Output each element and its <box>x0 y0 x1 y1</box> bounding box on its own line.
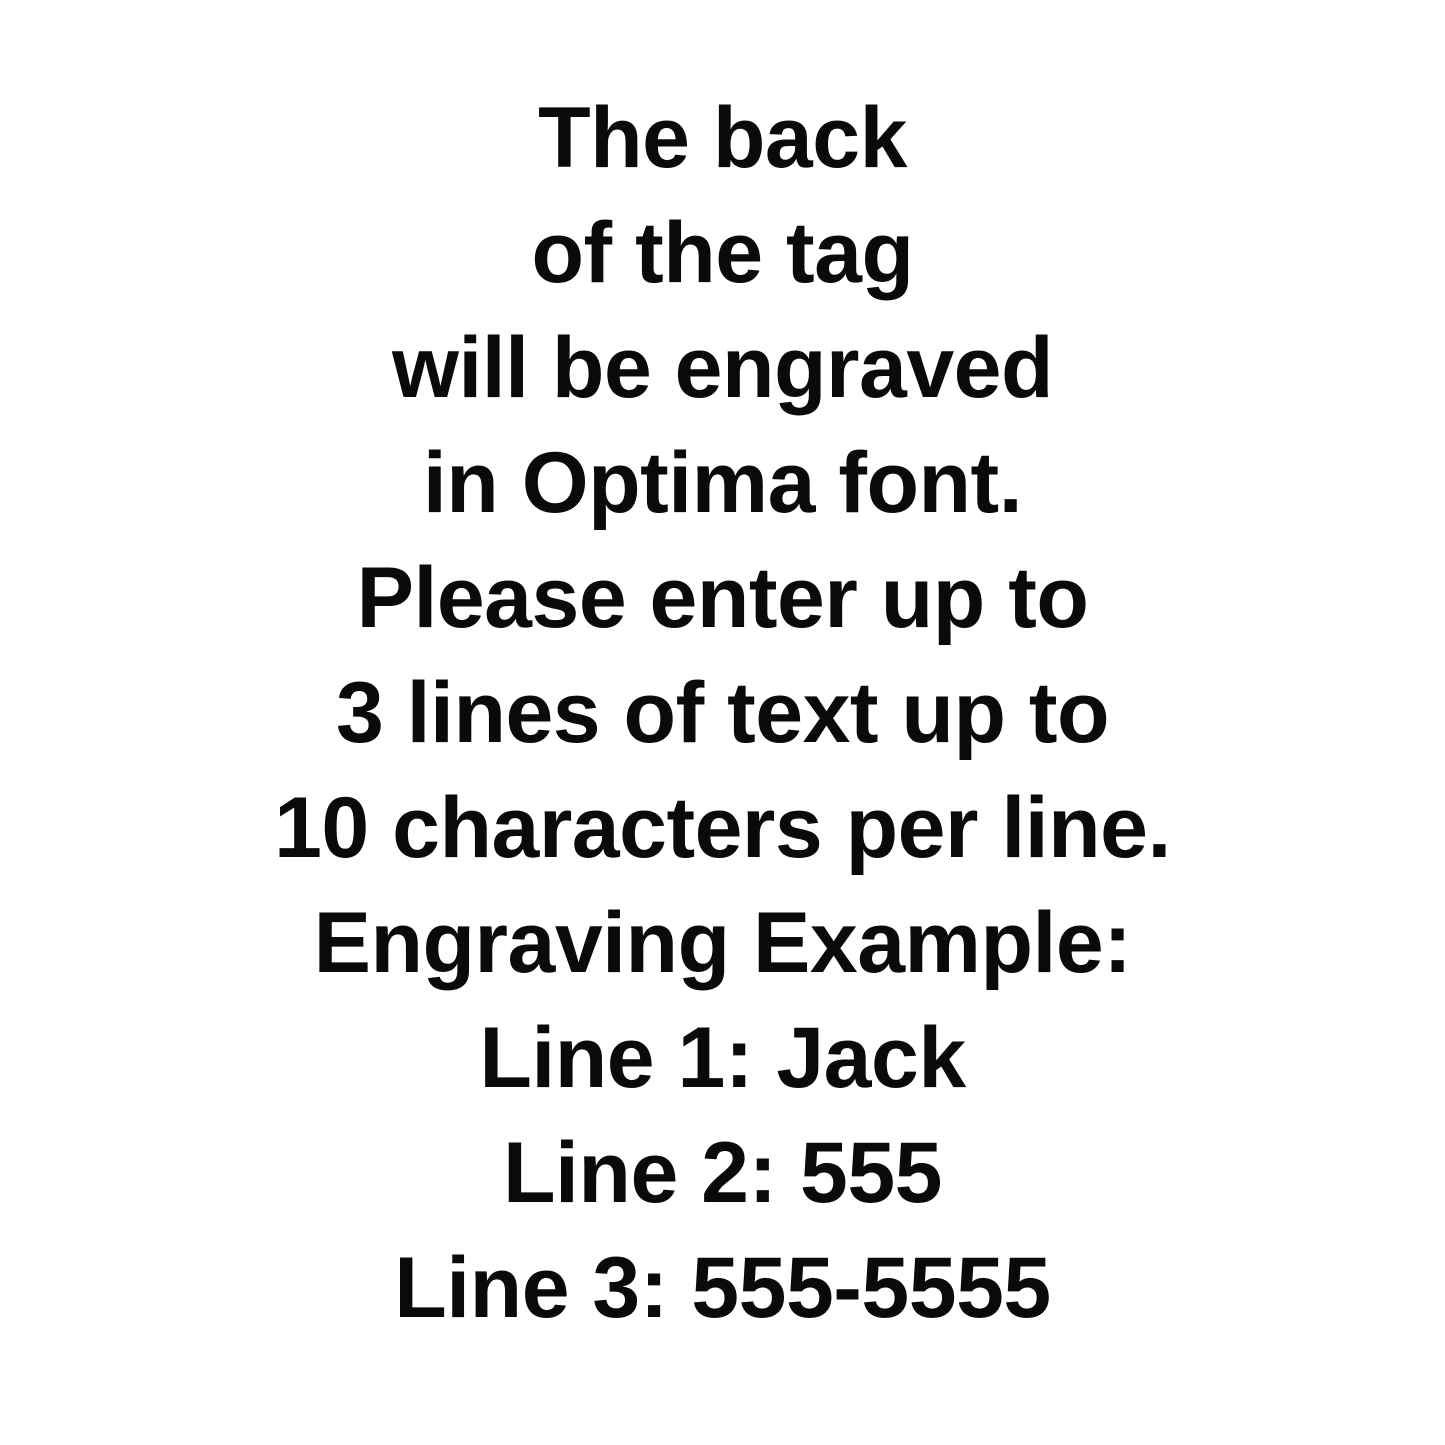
instruction-line-3: will be engraved <box>391 320 1054 416</box>
example-line-1: Line 1: Jack <box>479 1010 966 1106</box>
instruction-line-7: 10 characters per line. <box>274 780 1171 876</box>
instruction-line-5: Please enter up to <box>356 550 1089 646</box>
instruction-line-1: The back <box>538 90 907 186</box>
example-line-2: Line 2: 555 <box>502 1125 943 1221</box>
instruction-line-2: of the tag <box>531 205 914 301</box>
instructions-text-block <box>0 90 1445 1336</box>
instruction-line-6: 3 lines of text up to <box>335 665 1110 761</box>
example-line-3: Line 3: 555-5555 <box>394 1240 1051 1336</box>
engraving-example-heading: Engraving Example: <box>313 895 1132 991</box>
instruction-line-4: in Optima font. <box>422 435 1023 531</box>
